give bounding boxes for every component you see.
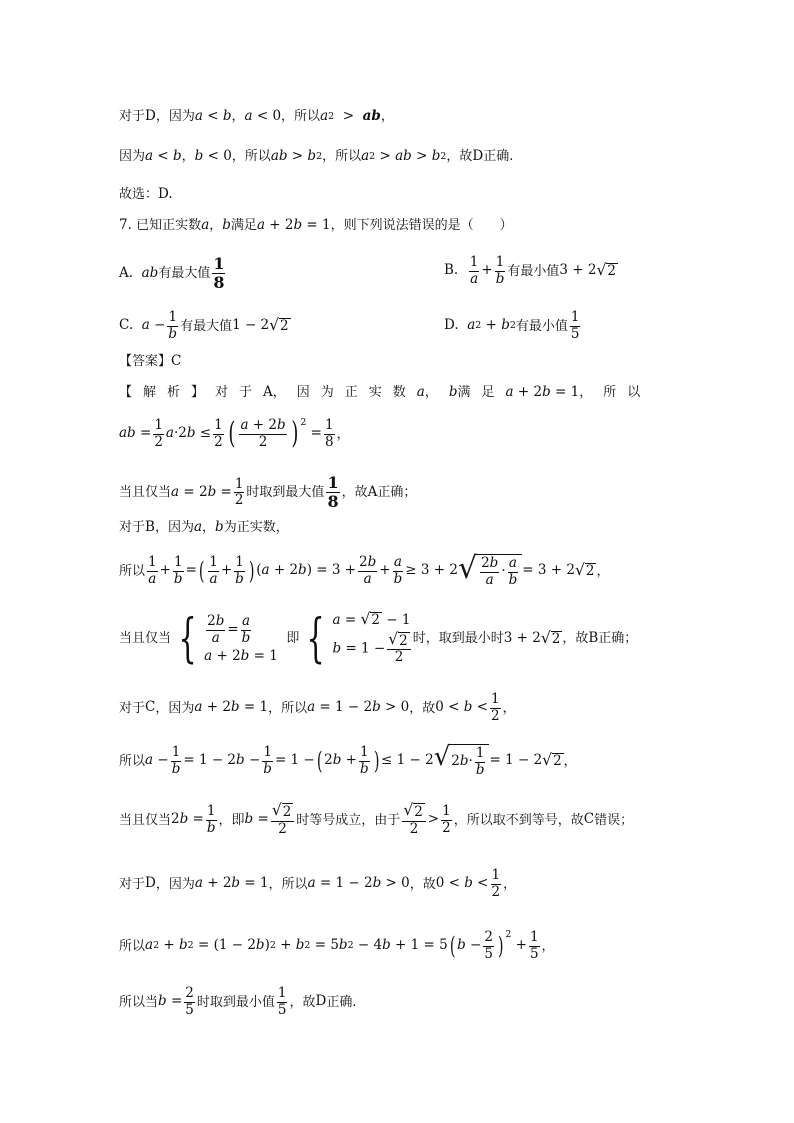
equation-c: 所以 a − $\frac{1}{b}$ = 1 − 2 b − $\frac{1}{b}$ = 1 − ( 2 b + $\frac{1}{b}$ ) ≤ 1 − 2 √ 2 b · $\frac{1}{b}$ = 1 − 2 √ 2 ， xyxy=(119,742,577,778)
text-line-1: 对于 D ，因为 a < b ， a < 0 ，所以 a 2 > ab ， xyxy=(119,108,394,125)
for-d: 对于 D ，因为 a + 2 b = 1 ，所以 a = 1 − 2 b > 0 ，故 0 < b < $\frac{1}{2}$ ， xyxy=(119,867,517,900)
equation-a: ab = $\frac{1}{2}$ a ·2 b ≤ $\frac{1}{2}$ ( $\frac{a + 2b}{2}$ ) $^2$ = $\frac{1}{8}$ ， xyxy=(119,416,350,452)
for-b: 对于 B ，因为 a ， b 为正实数， xyxy=(119,519,289,536)
text-line-3: 故选： D. xyxy=(119,186,173,203)
text-line-2: 因为 a < b ， b < 0 ，所以 ab > b 2 ，所以 a 2 > ab > b 2 ，故 D 正确. xyxy=(119,148,514,165)
condition-a: 当且仅当 a = 2 b = $\frac{1}{2}$ 时取到最大值 $\frac{1}{8}$ ，故 A 正确； xyxy=(119,473,417,512)
condition-d: 所以当 b = $\frac{2}{5}$ 时取到最小值 $\frac{1}{5}$ ，故 D 正确. xyxy=(119,985,357,1018)
equation-d: 所以 a 2 + b 2 = (1 − 2 b ) 2 + b 2 = 5 b 2 − 4 b + 1 = 5 ( b − $\frac{2}{5}$ ) $^2$ + $\frac{1}{5}$ ， xyxy=(119,929,555,962)
option-d: D. a 2 + b 2 有最小值 $\frac{1}{5}$ xyxy=(444,309,580,342)
for-c: 对于 C ，因为 a + 2 b = 1 ，所以 a = 1 − 2 b > 0 ，故 0 < b < $\frac{1}{2}$ ， xyxy=(119,691,516,724)
option-c: C. a − $\frac{1}{b}$ 有最大值 1 − 2 √ 2 xyxy=(119,309,289,342)
option-b: B. $\frac{1}{a}$ + $\frac{1}{b}$ 有最小值 3 + 2 √ 2 xyxy=(444,254,616,287)
condition-c: 当且仅当 2 b = $\frac{1}{b}$ ，即 b = √ 2 2 时等号成立，由于 √ 2 2 > $\frac{1}{2}$ ，所以取不到等号，故 C 错误； xyxy=(119,801,634,837)
option-a: A. ab 有最大值 $\frac{1}{8}$ xyxy=(119,254,225,293)
analysis-intro: 【解析】对于 A ，因为正实数 a ， b 满足 a + 2 b = 1 ，所以 xyxy=(119,384,652,401)
answer-line: 【答案】 C xyxy=(119,353,182,370)
equation-b: 所以 $\frac{1}{a}$ + $\frac{1}{b}$ = ( $\frac{1}{a}$ + $\frac{1}{b}$ ) ( a + 2 b ) = 3 + $\frac{2b}{a}$ + $\frac{a}{b}$ ≥ 3 + 2 √ $\frac{2b}{a}$ · $\frac{a}{b}$ = 3 + 2 √ 2 ， xyxy=(119,551,610,588)
question-7: 7. 已知正实数 a ， b 满足 a + 2 b = 1 ，则下列说法错误的是（ ） xyxy=(119,217,513,234)
condition-b: 当且仅当 { $\frac{2b}{a}$ = $\frac{a}{b}$ a + 2b = 1 即 { a = √ 2 − 1 b = 1 − √ 2 2 时，取到最小时 3 + 2 √ 2 ，故 B 正确； xyxy=(119,608,638,669)
